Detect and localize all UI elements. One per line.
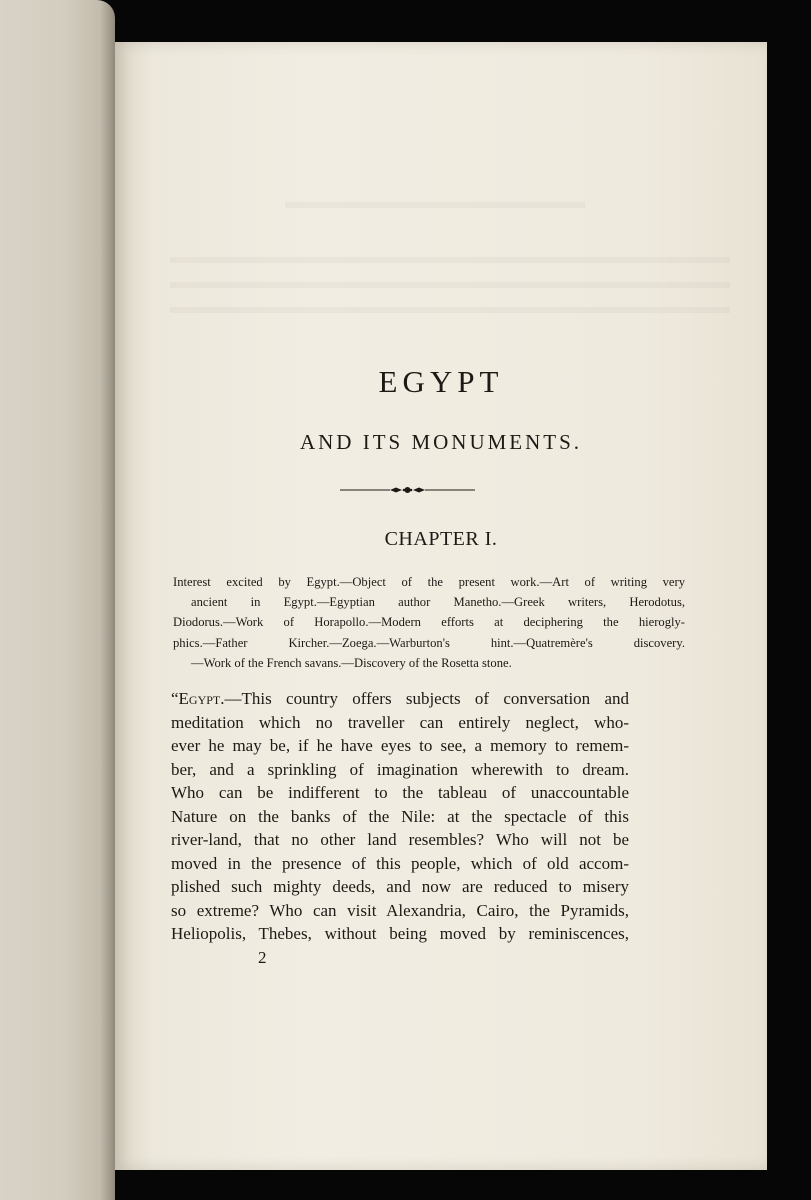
show-through-line bbox=[170, 307, 730, 313]
body-line: river-land, that no other land resembles? Who will not be bbox=[171, 830, 629, 849]
body-line: meditation which no traveller can entirely neglect, who- bbox=[171, 712, 629, 732]
show-through-line bbox=[170, 282, 730, 288]
summary-line: phics.—Father Kircher.—Zoega.—Warburton's hint.—Quatremère's discovery. bbox=[173, 635, 685, 650]
summary-line: ancient in Egypt.—Egyptian author Manetho.—Greek writers, Herodotus, bbox=[191, 595, 685, 610]
lead-word: Egypt. bbox=[178, 689, 225, 708]
summary-line: —Work of the French savans.—Discovery of the Rosetta stone. bbox=[191, 655, 512, 670]
body-line: so extreme? Who can visit Alexandria, Cairo, the Pyramids, bbox=[171, 900, 629, 920]
book-page bbox=[115, 42, 767, 1170]
body-first-line-rest: —This country offers subjects of conversation and bbox=[224, 689, 629, 708]
opening-quote: “ bbox=[171, 689, 179, 708]
facing-page-edge bbox=[0, 0, 115, 1200]
body-text bbox=[171, 687, 629, 946]
signature-mark: 2 bbox=[258, 948, 267, 967]
body-line: Heliopolis, Thebes, without being moved by reminiscences, bbox=[171, 924, 629, 943]
chapter-heading: CHAPTER I. bbox=[384, 528, 498, 550]
body-line bbox=[171, 687, 629, 711]
body-line: Nature on the banks of the Nile: at the spectacle of this bbox=[171, 806, 629, 826]
body-line: moved in the presence of this people, which of old accom- bbox=[171, 853, 629, 873]
show-through-line bbox=[285, 202, 585, 208]
book-subtitle: AND ITS MONUMENTS. bbox=[299, 430, 583, 454]
book-title: EGYPT bbox=[378, 364, 504, 399]
body-line: ber, and a sprinkling of imagination wherewith to dream. bbox=[171, 759, 629, 779]
body-line: Who can be indifferent to the tableau of unaccountable bbox=[171, 783, 629, 802]
ornament-rule-icon bbox=[340, 482, 475, 498]
chapter-summary bbox=[173, 572, 685, 673]
body-line: ever he may be, if he have eyes to see, a memory to remem- bbox=[171, 736, 629, 755]
summary-line: Interest excited by Egypt.—Object of the present work.—Art of writing very bbox=[173, 575, 685, 589]
summary-line: Diodorus.—Work of Horapollo.—Modern efforts at deciphering the hierogly- bbox=[173, 615, 685, 630]
body-line: plished such mighty deeds, and now are reduced to misery bbox=[171, 877, 629, 896]
show-through-line bbox=[170, 257, 730, 263]
